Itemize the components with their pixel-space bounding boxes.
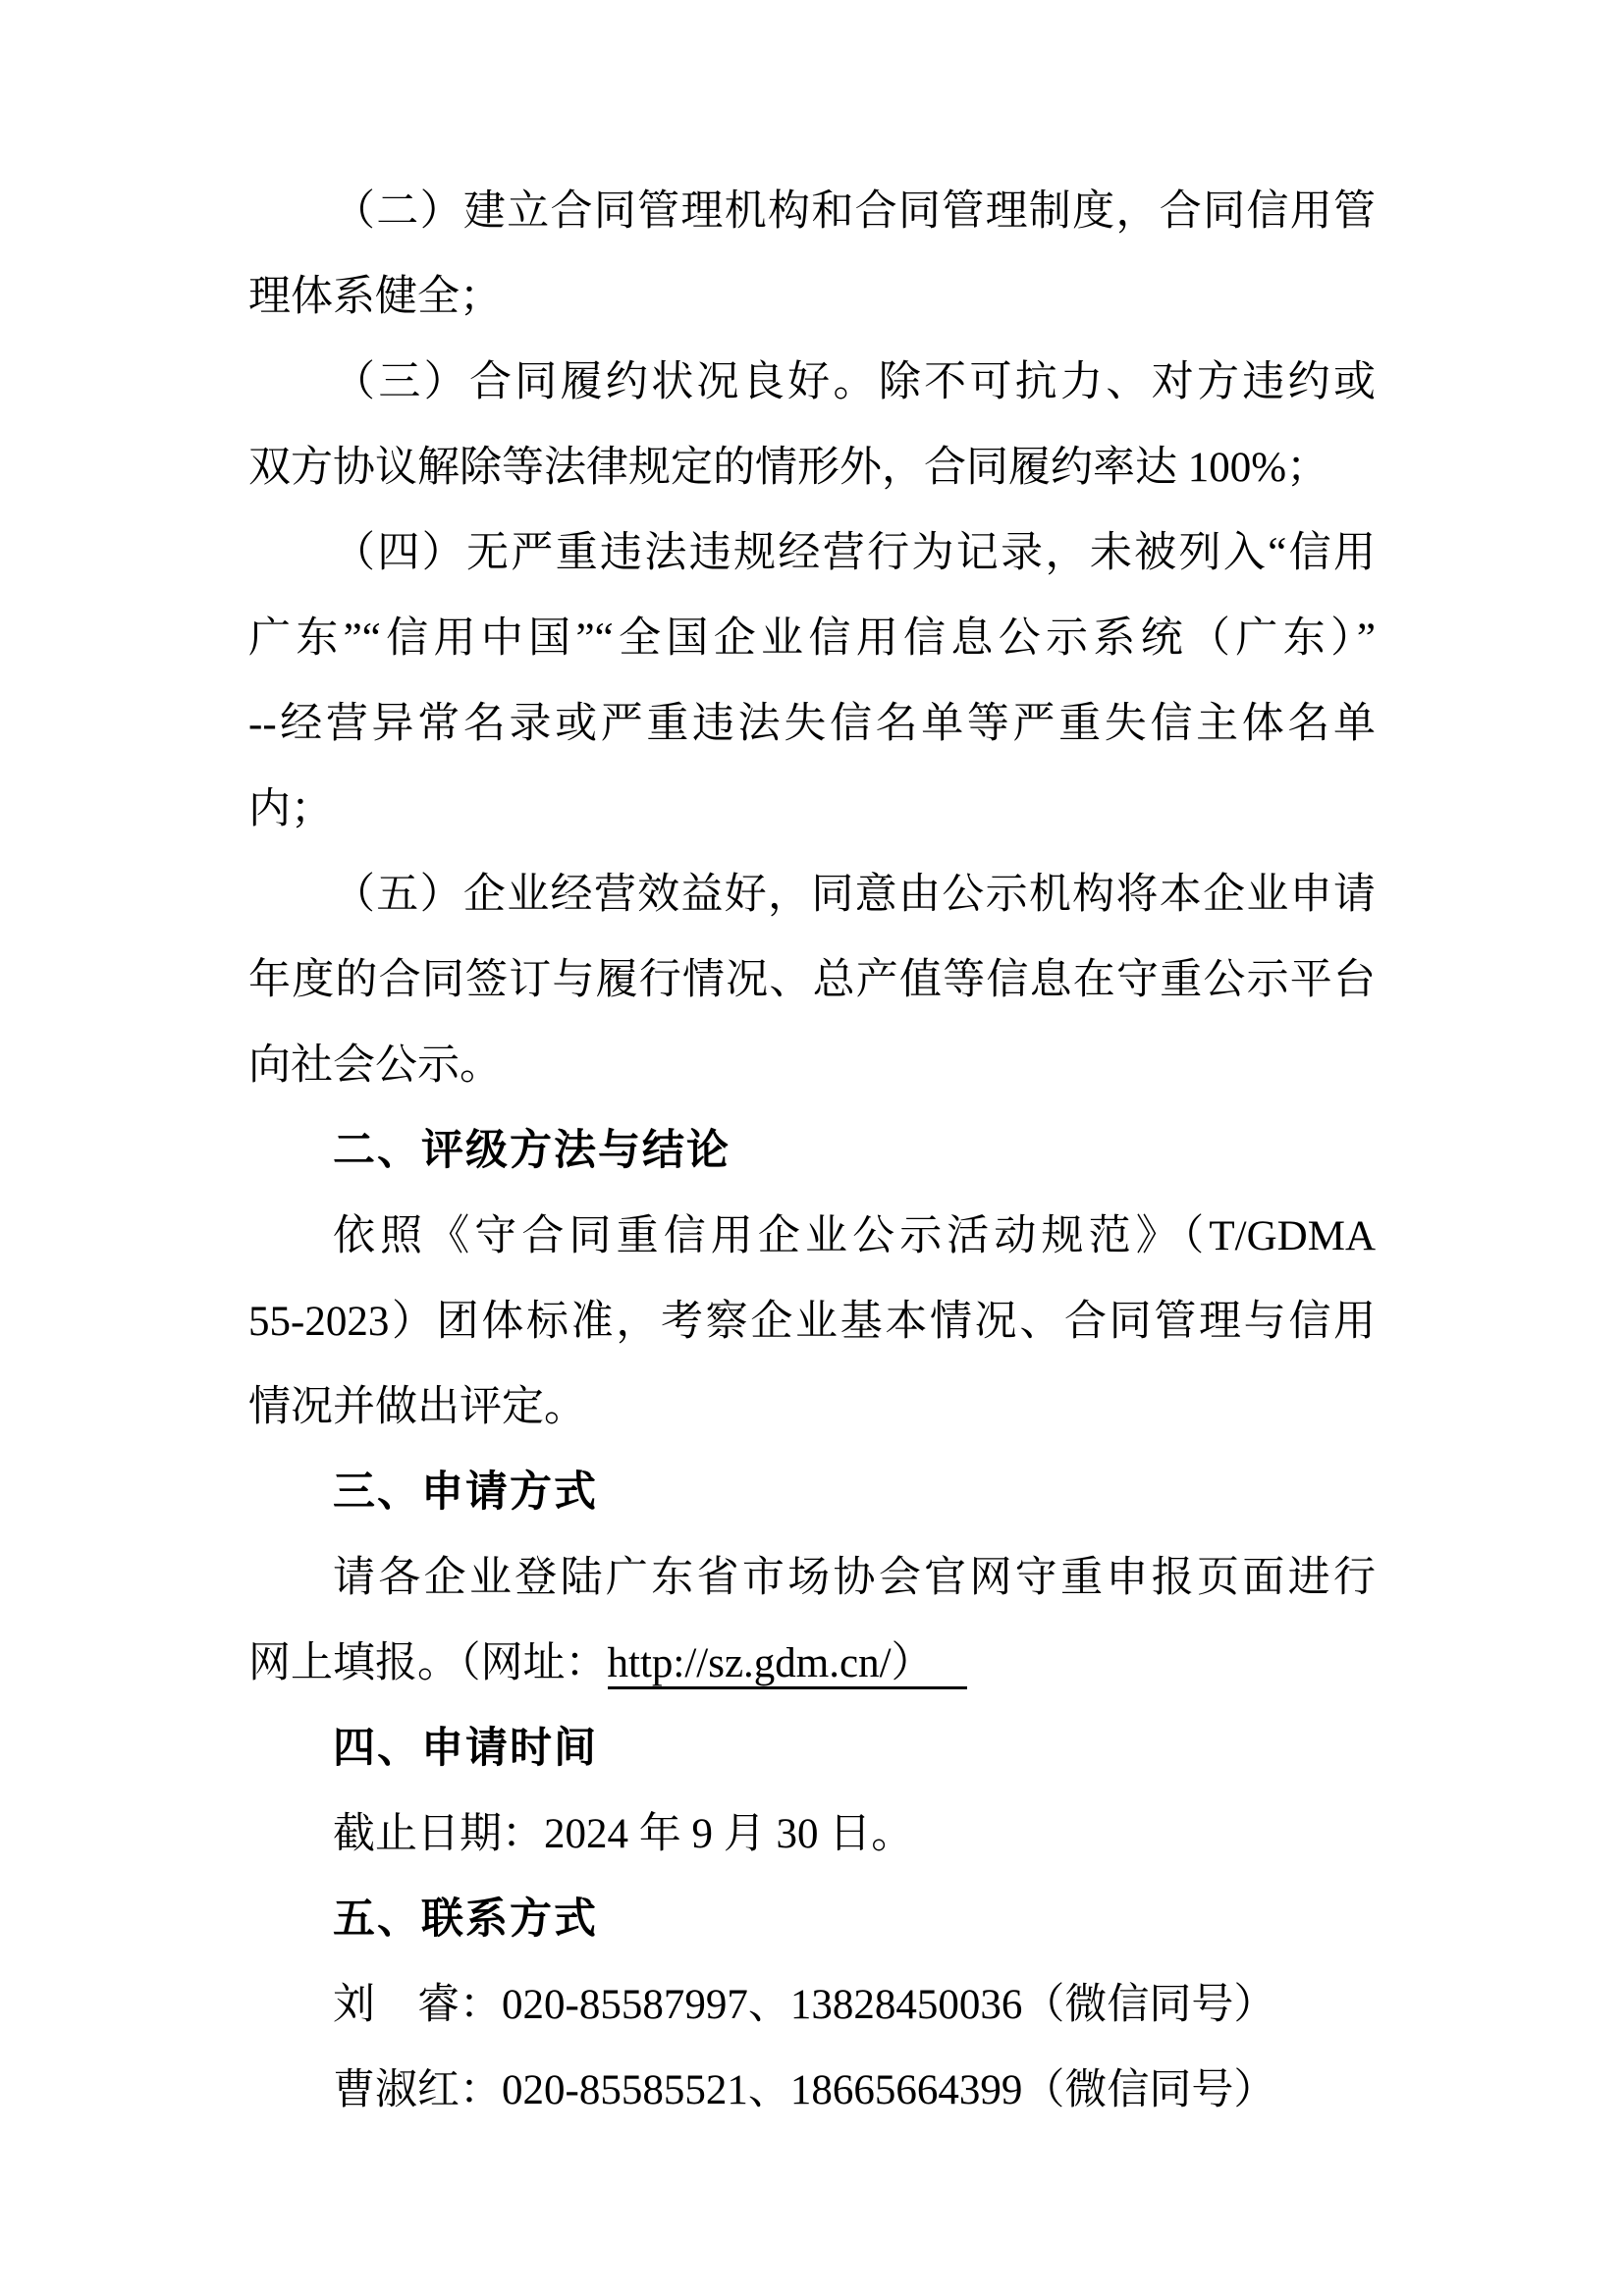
paragraph-line: （五）企业经营效益好，同意由公示机构将本企业申请	[333, 872, 1376, 918]
paragraph-line: --经营异常名录或严重违法失信名单等严重失信主体名单	[248, 701, 1376, 747]
section-heading-application-method: 三、申请方式	[333, 1468, 598, 1516]
paragraph-line: 请各企业登陆广东省市场协会官网守重申报页面进行	[333, 1555, 1376, 1601]
paragraph-line-with-link	[248, 1621, 1376, 1706]
section-heading-rating-method: 二、评级方法与结论	[333, 1127, 731, 1174]
paragraph-line: （二）建立合同管理机构和合同管理制度，合同信用管	[333, 188, 1376, 235]
paragraph-line: 广东”“信用中国”“全国企业信用信息公示系统（广东）”	[248, 615, 1376, 662]
paragraph-line: 年度的合同签订与履行情况、总产值等信息在守重公示平台	[248, 957, 1376, 1003]
contact-line: 刘 睿：020-85587997、13828450036（微信同号）	[333, 1982, 1276, 2028]
paragraph-line: 内；	[248, 786, 333, 832]
contact-line: 曹淑红：020-85585521、18665664399（微信同号）	[333, 2067, 1276, 2113]
paragraph-line: （四）无严重违法违规经营行为记录，未被列入“信用	[333, 530, 1376, 576]
section-heading-application-time: 四、申请时间	[333, 1725, 598, 1772]
paragraph-line: 理体系健全；	[248, 274, 502, 320]
paragraph-line: 双方协议解除等法律规定的情形外，合同履约率达 100%；	[248, 445, 1329, 491]
paragraph-line: （三）合同履约状况良好。除不可抗力、对方违约或	[333, 359, 1376, 405]
deadline-line: 截止日期：2024 年 9 月 30 日。	[333, 1811, 914, 1857]
paragraph-line: 依照《守合同重信用企业公示活动规范》（T/GDMA	[333, 1213, 1376, 1259]
paragraph-line: 向社会公示。	[248, 1042, 502, 1089]
url-line-prefix: 网上填报。（网址：	[248, 1640, 608, 1686]
paragraph-line: 情况并做出评定。	[248, 1384, 586, 1430]
website-link[interactable]: http://sz.gdm.cn/）	[608, 1640, 967, 1689]
document-body	[248, 169, 1376, 2133]
paragraph-line: 55-2023）团体标准，考察企业基本情况、合同管理与信用	[248, 1299, 1376, 1345]
section-heading-contact: 五、联系方式	[333, 1896, 598, 1943]
